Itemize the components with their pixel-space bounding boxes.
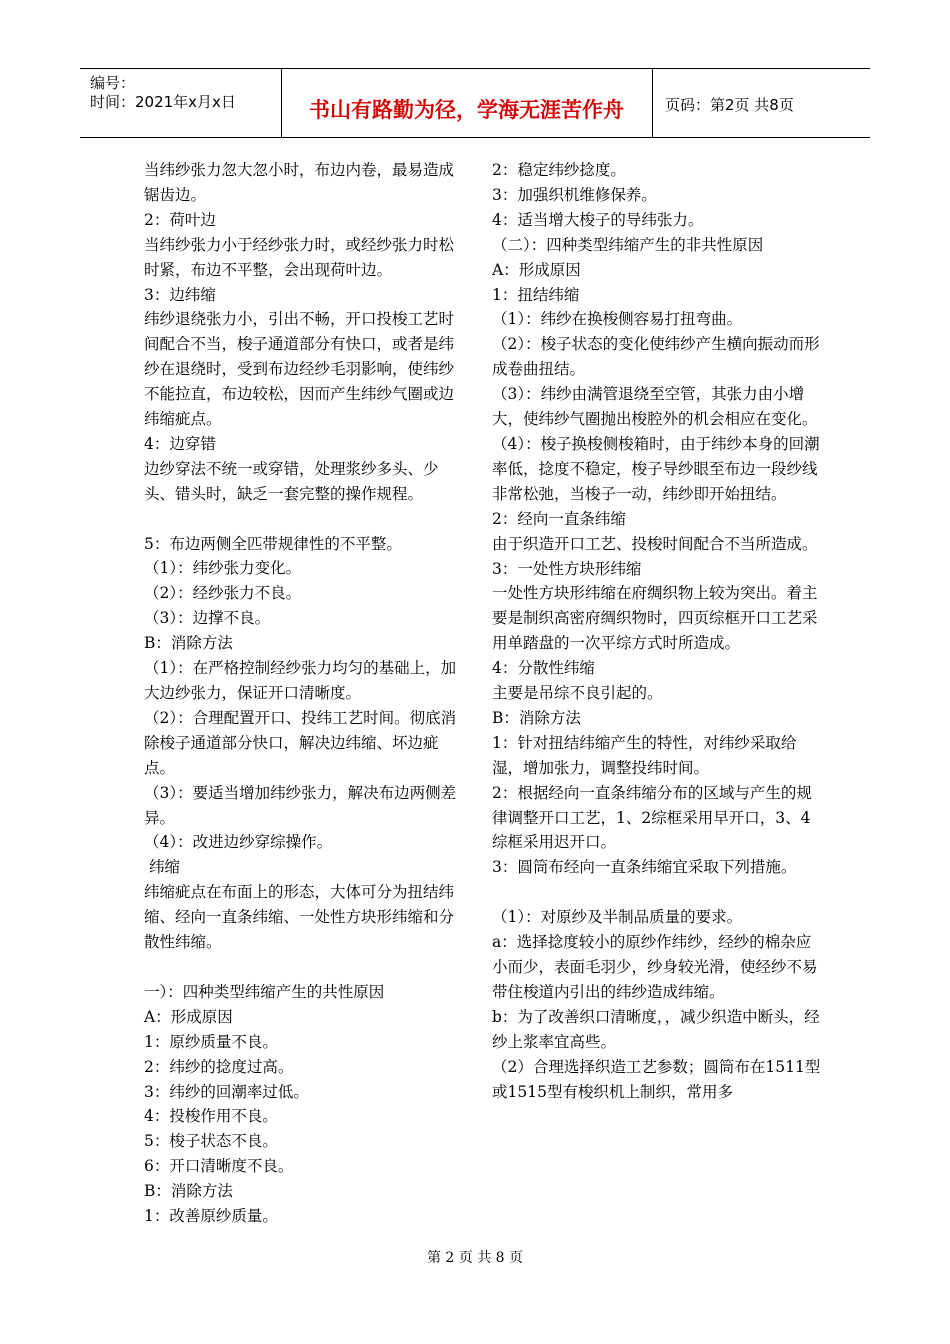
blank-line bbox=[144, 507, 469, 532]
paragraph: （2）：经纱张力不良。 bbox=[144, 584, 302, 603]
paragraph: （4）：改进边纱穿综操作。 bbox=[144, 833, 333, 852]
paragraph: （4）：梭子换梭侧梭箱时，由于纬纱本身的回潮率低，捻度不稳定，梭子导纱眼至布边一段纱线非常松弛，当梭子一动，纬纱即开始扭结。 bbox=[492, 434, 820, 503]
paragraph: 3：加强织机维修保养。 bbox=[492, 185, 657, 204]
paragraph: （1）：对原纱及半制品质量的要求。 bbox=[492, 908, 743, 927]
paragraph: 4：投梭作用不良。 bbox=[144, 1107, 278, 1126]
paragraph: （2）合理选择织造工艺参数；圆筒布在1511型或1515型有梭织机上制织，常用多 bbox=[492, 1057, 821, 1101]
paragraph: 当纬纱张力小于经纱张力时，或经纱张力时松时紧，布边不平整，会出现荷叶边。 bbox=[144, 235, 455, 279]
paragraph: 1：针对扭结纬缩产生的特性，对纬纱采取给湿，增加张力，调整投纬时间。 bbox=[492, 733, 797, 777]
blank-line bbox=[492, 880, 822, 905]
paragraph: 一）：四种类型纬缩产生的共性原因 bbox=[144, 982, 385, 1001]
paragraph: B：消除方法 bbox=[492, 708, 581, 727]
paragraph: （3）：要适当增加纬纱张力，解决布边两侧差异。 bbox=[144, 783, 457, 827]
paragraph: （2）：合理配置开口、投纬工艺时间。彻底消除梭子通道部分快口，解决边纬缩、坏边疵点。 bbox=[144, 708, 457, 777]
paragraph: 1：扭结纬缩 bbox=[492, 285, 580, 304]
paragraph: 3：纬纱的回潮率过低。 bbox=[144, 1082, 309, 1101]
page-footer: 第 2 页 共 8 页 bbox=[426, 1250, 524, 1266]
paragraph: 1：原纱质量不良。 bbox=[144, 1032, 278, 1051]
paragraph: （1）：纬纱在换梭侧容易打扭弯曲。 bbox=[492, 310, 743, 329]
document-time-label: 时间：2021年x月x日 bbox=[90, 93, 236, 111]
paragraph: （2）：梭子状态的变化使纬纱产生横向振动而形成卷曲扭结。 bbox=[492, 335, 820, 379]
paragraph: 4：分散性纬缩 bbox=[492, 659, 595, 678]
blank-line bbox=[144, 955, 469, 980]
document-number-label: 编号： bbox=[90, 74, 136, 92]
right-text-column bbox=[492, 158, 822, 1104]
paragraph: 2：稳定纬纱捻度。 bbox=[492, 161, 626, 179]
paragraph: （3）：纬纱由满管退绕至空管，其张力由小增大，使纬纱气圈抛出梭腔外的机会相应在变化。 bbox=[492, 385, 818, 429]
paragraph: 纬缩疵点在布面上的形态，大体可分为扭结纬缩、经向一直条纬缩、一处性方块形纬缩和分散性纬缩。 bbox=[144, 883, 455, 952]
paragraph: （1）：在严格控制经纱张力均匀的基础上，加大边纱张力，保证开口清晰度。 bbox=[144, 659, 457, 703]
paragraph: 4：边穿错 bbox=[144, 434, 216, 453]
paragraph: （二）：四种类型纬缩产生的非共性原因 bbox=[492, 235, 764, 254]
paragraph: 3：一处性方块形纬缩 bbox=[492, 559, 642, 578]
paragraph: 2：经向一直条纬缩 bbox=[492, 509, 626, 528]
paragraph: 5：布边两侧全匹带规律性的不平整。 bbox=[144, 534, 402, 553]
paragraph: B：消除方法 bbox=[144, 1182, 233, 1201]
paragraph: 1：改善原纱质量。 bbox=[144, 1207, 278, 1226]
paragraph: A：形成原因 bbox=[144, 1007, 233, 1026]
header-meta-cell bbox=[80, 69, 282, 137]
paragraph: 由于织造开口工艺、投梭时间配合不当所造成。 bbox=[492, 534, 818, 553]
header-motto: 书山有路勤为径，学海无涯苦作舟 bbox=[309, 98, 624, 122]
paragraph: 一处性方块形纬缩在府绸织物上较为突出。着主要是制织高密府绸织物时，四页综框开口工艺采用单踏盘的一次平综方式时所造成。 bbox=[492, 584, 818, 653]
header-page-cell bbox=[653, 69, 870, 137]
paragraph: （1）：纬纱张力变化。 bbox=[144, 559, 302, 578]
paragraph: 2：纬纱的捻度过高。 bbox=[144, 1057, 294, 1076]
header-page-info: 页码：第2页 共8页 bbox=[665, 96, 794, 114]
left-text-column bbox=[144, 158, 469, 1229]
paragraph: 6：开口清晰度不良。 bbox=[144, 1157, 294, 1176]
paragraph: 5：梭子状态不良。 bbox=[144, 1132, 278, 1151]
paragraph: B：消除方法 bbox=[144, 634, 233, 653]
paragraph: 2：荷叶边 bbox=[144, 210, 216, 229]
paragraph: A：形成原因 bbox=[492, 260, 581, 279]
header-motto-cell bbox=[281, 69, 653, 137]
paragraph: 4：适当增大梭子的导纬张力。 bbox=[492, 210, 704, 229]
paragraph: （3）：边撑不良。 bbox=[144, 609, 271, 628]
paragraph: 当纬纱张力忽大忽小时，布边内卷，最易造成锯齿边。 bbox=[144, 161, 455, 204]
paragraph: 主要是吊综不良引起的。 bbox=[492, 684, 663, 703]
paragraph: 3：圆筒布经向一直条纬缩宜采取下列措施。 bbox=[492, 858, 797, 877]
paragraph: 纬纱退绕张力小，引出不畅，开口投梭工艺时间配合不当，梭子通道部分有快口，或者是纬纱在退绕时，受到布边经纱毛羽影响，使纬纱不能拉直，布边较松，因而产生纬纱气圈或边纬缩疵点。 bbox=[144, 310, 455, 429]
page-header bbox=[80, 68, 870, 138]
paragraph: b：为了改善织口清晰度，，减少织造中断头，经纱上浆率宜高些。 bbox=[492, 1007, 820, 1051]
paragraph: 3：边纬缩 bbox=[144, 285, 216, 304]
paragraph: 2：根据经向一直条纬缩分布的区域与产生的规律调整开口工艺，1、2综框采用早开口，3、4综框采用迟开口。 bbox=[492, 783, 812, 852]
paragraph: a：选择捻度较小的原纱作纬纱，经纱的棉杂应小而少，表面毛羽少，纱身较光滑，使经纱不易带住梭道内引出的纬纱造成纬缩。 bbox=[492, 933, 818, 1001]
paragraph: 纬缩 bbox=[144, 858, 180, 877]
paragraph: 边纱穿法不统一或穿错，处理浆纱多头、少头、错头时，缺乏一套完整的操作规程。 bbox=[144, 459, 439, 503]
